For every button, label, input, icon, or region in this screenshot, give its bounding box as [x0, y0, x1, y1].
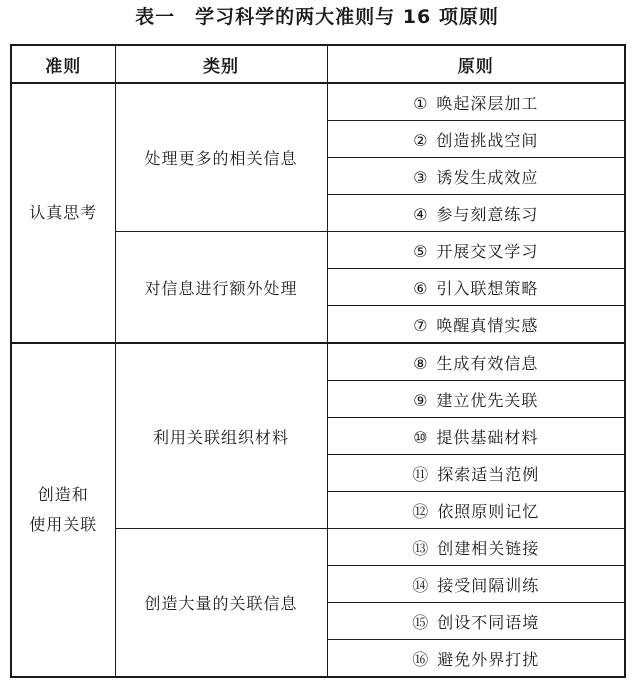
principle-number: ⑮	[412, 612, 430, 632]
principle-number: ⑯	[412, 649, 430, 669]
principle-cell	[327, 343, 625, 381]
principle-cell	[327, 529, 625, 566]
principle-cell	[327, 158, 625, 195]
header-row	[11, 45, 625, 83]
principle-text: 提供基础材料	[436, 427, 539, 447]
principle-text: 创建相关链接	[437, 538, 540, 558]
principle-number: ③	[413, 167, 429, 187]
category-cell: 创造大量的关联信息	[115, 529, 327, 678]
principle-cell	[327, 83, 625, 121]
principles-table	[10, 44, 626, 678]
principle-cell	[327, 566, 625, 603]
principle-text: 诱发生成效应	[436, 167, 539, 187]
header-category: 类别	[115, 45, 327, 83]
principle-text: 开展交叉学习	[436, 241, 539, 261]
rule-label: 认真思考	[29, 203, 98, 222]
principle-number: ④	[413, 204, 429, 224]
category-cell: 对信息进行额外处理	[115, 232, 327, 344]
principle-cell	[327, 640, 625, 678]
table-caption: 表一 学习科学的两大准则与 16 项原则	[135, 6, 499, 28]
rule-label-line-1: 创造和	[37, 485, 89, 504]
rule-label-line-2: 使用关联	[29, 515, 98, 534]
table-row	[11, 83, 625, 121]
principle-text: 唤起深层加工	[436, 93, 539, 113]
principle-cell	[327, 418, 625, 455]
principle-number: ⑤	[413, 241, 429, 261]
principle-cell	[327, 492, 625, 529]
principle-text: 唤醒真情实感	[436, 315, 539, 335]
principle-cell	[327, 232, 625, 269]
header-principle: 原则	[327, 45, 625, 83]
principle-text: 接受间隔训练	[437, 575, 540, 595]
principle-number: ⑪	[412, 464, 430, 484]
rule-cell-connect	[11, 343, 115, 677]
principle-text: 创设不同语境	[437, 612, 540, 632]
principle-text: 探索适当范例	[437, 464, 540, 484]
principle-cell	[327, 603, 625, 640]
principle-cell	[327, 269, 625, 306]
header-rule: 准则	[11, 45, 115, 83]
principle-number: ⑥	[413, 278, 429, 298]
principle-text: 生成有效信息	[436, 353, 539, 373]
principle-text: 引入联想策略	[436, 278, 539, 298]
principle-cell	[327, 195, 625, 232]
principle-text: 避免外界打扰	[437, 649, 540, 669]
principle-cell	[327, 455, 625, 492]
principle-cell	[327, 121, 625, 158]
principle-text: 参与刻意练习	[436, 204, 539, 224]
principle-number: ⑬	[412, 538, 430, 558]
principle-number: ⑦	[413, 315, 429, 335]
principle-cell	[327, 306, 625, 344]
category-cell: 处理更多的相关信息	[115, 83, 327, 232]
principle-number: ⑩	[413, 427, 429, 447]
principle-number: ⑨	[413, 390, 429, 410]
table-row	[11, 343, 625, 381]
category-cell: 利用关联组织材料	[115, 343, 327, 529]
principle-number: ⑧	[413, 353, 429, 373]
principle-number: ①	[413, 93, 429, 113]
principle-number: ②	[413, 130, 429, 150]
principle-cell	[327, 381, 625, 418]
principle-text: 依照原则记忆	[437, 501, 540, 521]
principle-number: ⑭	[412, 575, 430, 595]
principle-text: 创造挑战空间	[436, 130, 539, 150]
rule-cell-think	[11, 83, 115, 343]
principle-number: ⑫	[412, 501, 430, 521]
principle-text: 建立优先关联	[436, 390, 539, 410]
